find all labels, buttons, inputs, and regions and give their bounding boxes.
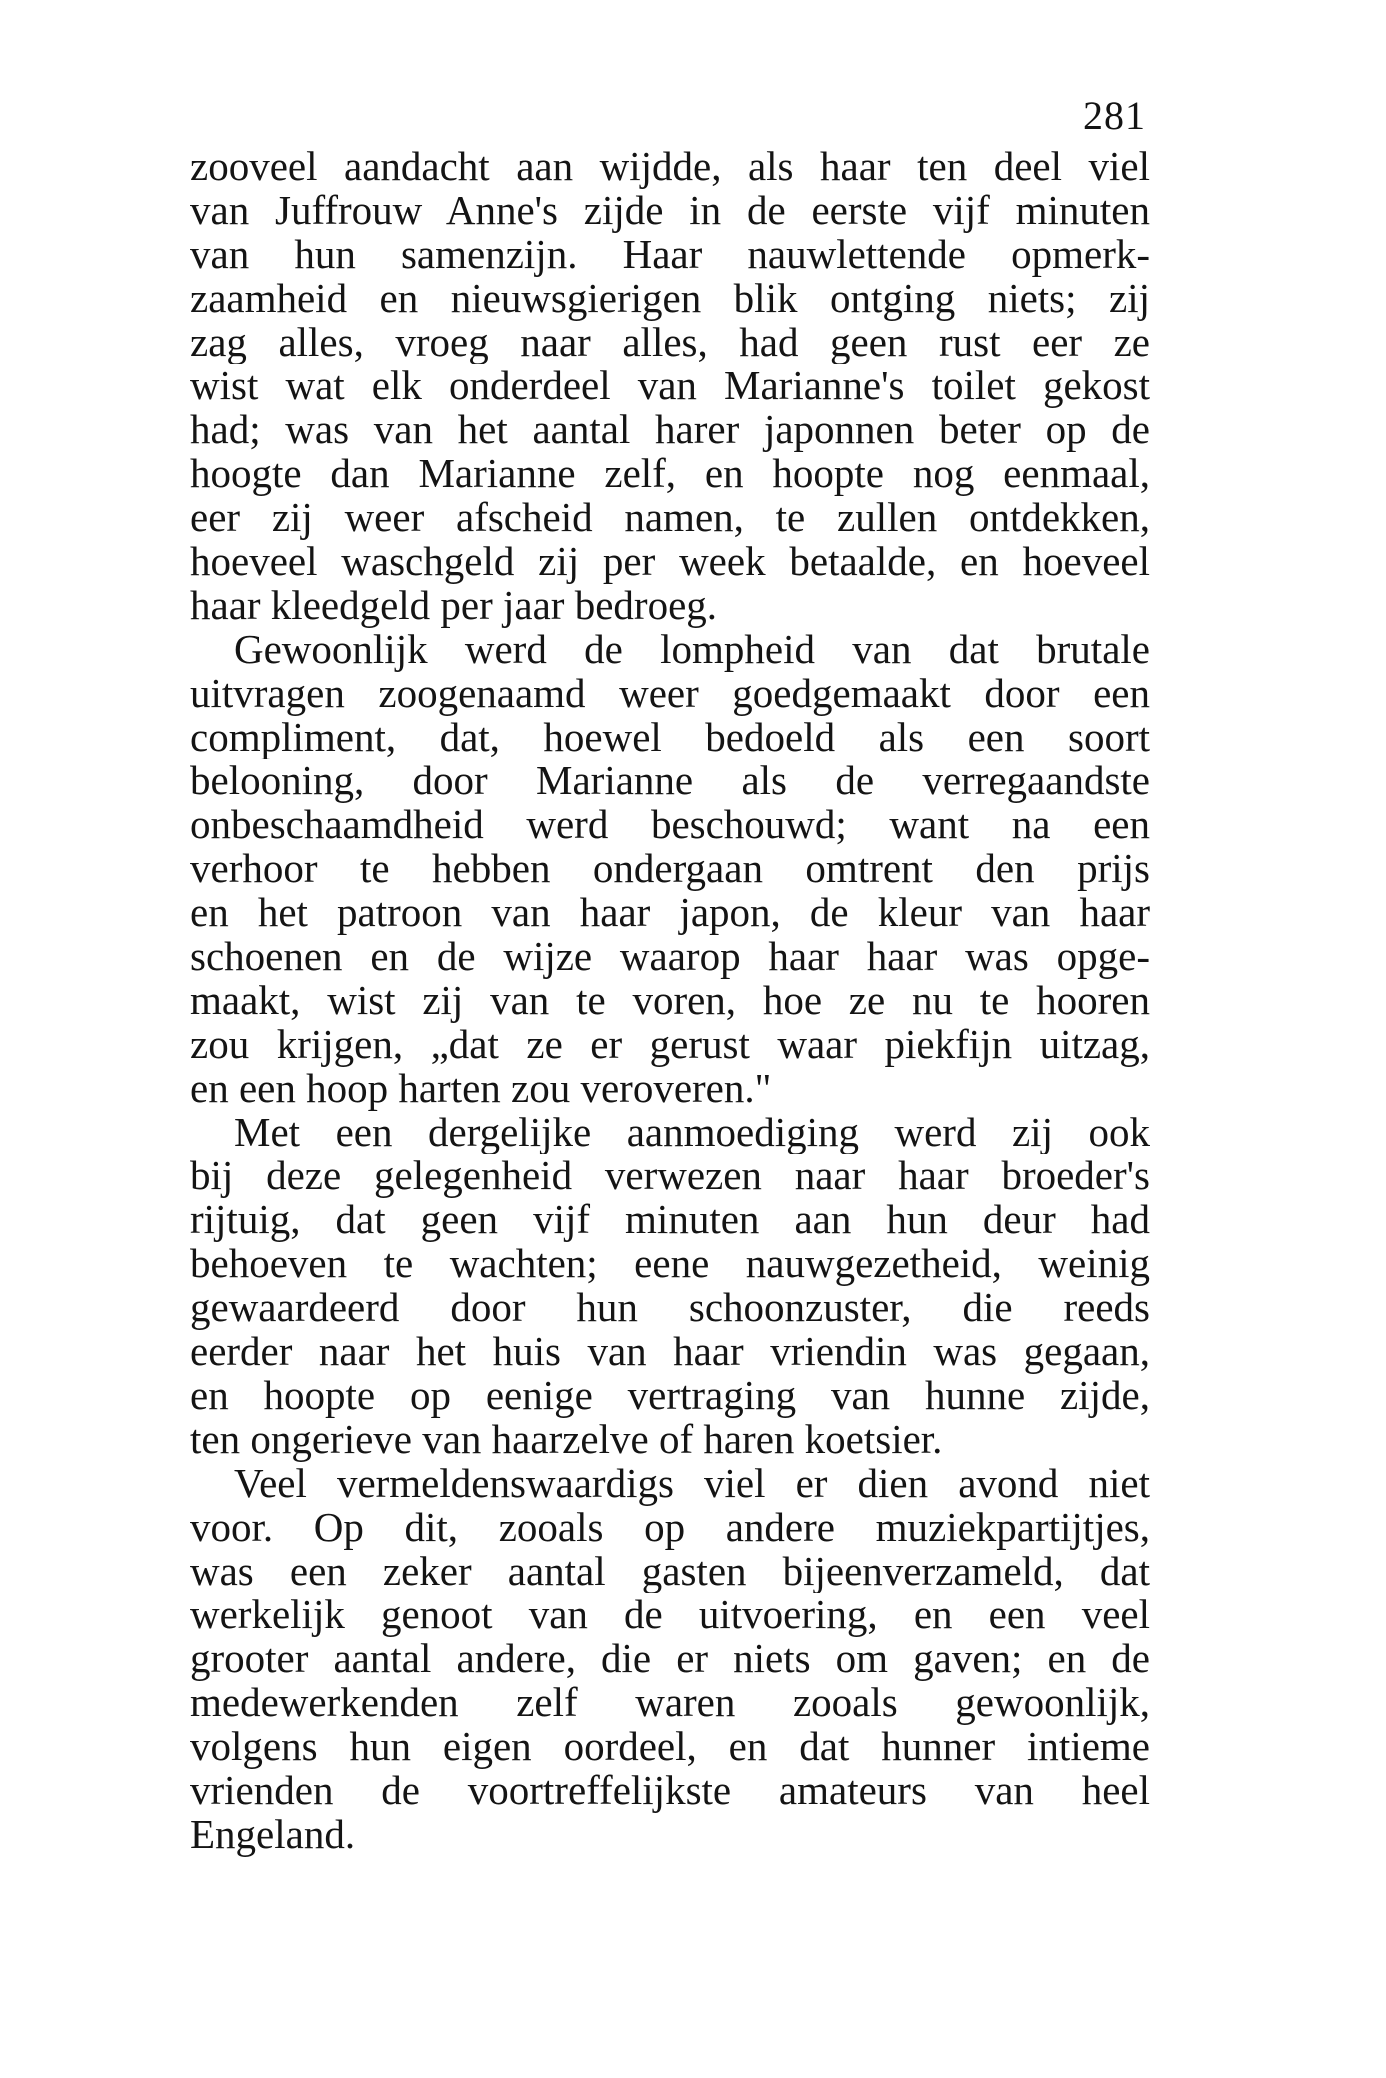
text-line: haar kleedgeld per jaar bedroeg. (190, 583, 718, 628)
page-number: 281 (1083, 93, 1146, 138)
body-text (190, 145, 1150, 1857)
text-line: eer zij weer afscheid namen, te zullen ontdekken, (190, 496, 1150, 541)
text-line: en het patroon van haar japon, de kleur van haar (190, 891, 1150, 936)
text-line: werkelijk genoot van de uitvoering, en een veel (190, 1593, 1150, 1638)
text-line: grooter aantal andere, die er niets om gaven; en de (190, 1637, 1150, 1682)
text-line: schoenen en de wijze waarop haar haar was opge- (190, 935, 1150, 979)
text-line: vrienden de voortreffelijkste amateurs van heel (190, 1768, 1150, 1813)
text-line: en hoopte op eenige vertraging van hunne zijde, (190, 1373, 1150, 1418)
text-line: hoeveel waschgeld zij per week betaalde, en hoeveel (190, 540, 1150, 584)
text-line: wist wat elk onderdeel van Marianne's toilet gekost (190, 364, 1150, 409)
text-line: zooveel aandacht aan wijdde, als haar ten deel viel (190, 145, 1150, 189)
text-line: van hun samenzijn. Haar nauwlettende opmerk- (190, 232, 1150, 277)
text-line: zou krijgen, „dat ze er gerust waar piekfijn uitzag, (190, 1022, 1150, 1067)
text-line: onbeschaamdheid werd beschouwd; want na een (190, 803, 1150, 848)
text-line: was een zeker aantal gasten bijeenverzameld, dat (190, 1549, 1150, 1594)
text-line: uitvragen zoogenaamd weer goedgemaakt door een (190, 671, 1150, 716)
text-line: verhoor te hebben ondergaan omtrent den prijs (190, 847, 1150, 892)
text-line: Met een dergelijke aanmoediging werd zij ook (234, 1110, 1150, 1155)
text-line: zag alles, vroeg naar alles, had geen rust eer ze (190, 320, 1150, 365)
text-line: Veel vermeldenswaardigs viel er dien avond niet (234, 1461, 1150, 1506)
text-line: eerder naar het huis van haar vriendin was gegaan, (190, 1330, 1150, 1374)
text-line: bij deze gelegenheid verwezen naar haar broeder's (190, 1154, 1150, 1199)
text-line: en een hoop harten zou veroveren." (190, 1066, 772, 1111)
text-line: van Juffrouw Anne's zijde in de eerste vijf minuten (190, 188, 1150, 233)
text-line: behoeven te wachten; eene nauwgezetheid, weinig (190, 1242, 1150, 1287)
text-line: maakt, wist zij van te voren, hoe ze nu te hooren (190, 978, 1150, 1023)
text-line: zaamheid en nieuwsgierigen blik ontging niets; zij (190, 276, 1150, 321)
text-line: Engeland. (190, 1812, 356, 1857)
text-line: compliment, dat, hoewel bedoeld als een soort (190, 715, 1150, 760)
text-line: volgens hun eigen oordeel, en dat hunner intieme (190, 1725, 1150, 1769)
text-line: had; was van het aantal harer japonnen beter op de (190, 408, 1150, 453)
text-line: hoogte dan Marianne zelf, en hoopte nog eenmaal, (190, 452, 1150, 497)
text-line: voor. Op dit, zooals op andere muziekpartijtjes, (190, 1505, 1150, 1550)
text-line: medewerkenden zelf waren zooals gewoonlijk, (190, 1681, 1150, 1726)
text-line: rijtuig, dat geen vijf minuten aan hun deur had (190, 1198, 1150, 1243)
text-line: gewaardeerd door hun schoonzuster, die reeds (190, 1286, 1150, 1331)
text-line: ten ongerieve van haarzelve of haren koetsier. (190, 1417, 943, 1462)
text-line: Gewoonlijk werd de lompheid van dat brutale (234, 627, 1150, 672)
text-line: belooning, door Marianne als de verregaandste (190, 759, 1150, 804)
